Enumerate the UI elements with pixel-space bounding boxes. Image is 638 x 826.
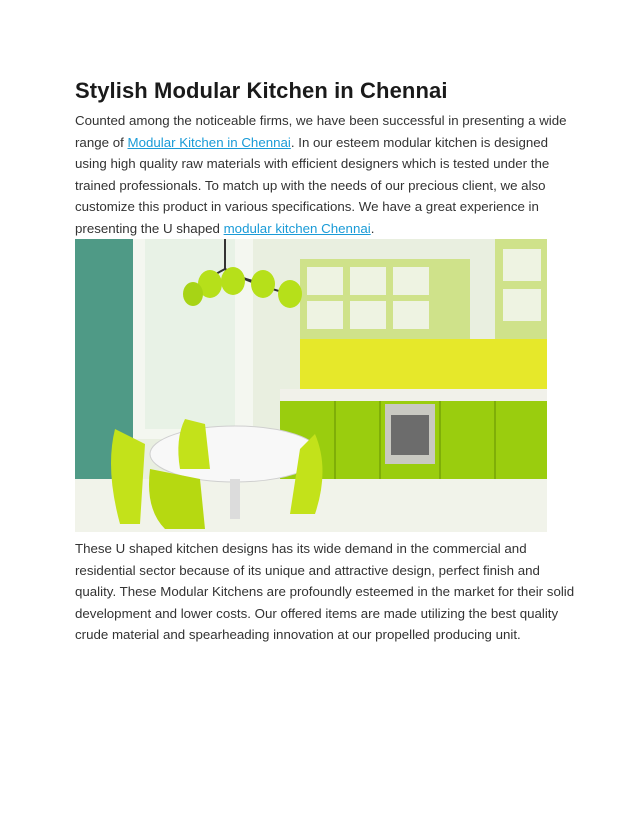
intro-text-2: . In our esteem modular kitchen is designed using high quality raw materials with efficient designers which is tested under the trained professionals. To match up with the needs of our precious client, we also customize this product in various specifications. We have a great experience in presenting the U shaped (75, 134, 550, 236)
modular-kitchen-chennai-link[interactable]: modular kitchen Chennai (223, 220, 371, 236)
details-paragraph: These U shaped kitchen designs has its wide demand in the commercial and residential sector because of its unique and attractive design, perfect finish and quality. These Modular Kitchens are profoundly esteemed in the market for their solid development and lower costs. Our offered items are made utilizing the best quality crude material and spearheading innovation at our propelled producing unit. (75, 541, 575, 642)
modular-kitchen-link[interactable]: Modular Kitchen in Chennai (127, 134, 291, 150)
kitchen-illustration (75, 239, 547, 532)
kitchen-photo (75, 239, 547, 532)
intro-paragraph (75, 110, 575, 239)
document-page (75, 76, 575, 646)
page-title: Stylish Modular Kitchen in Chennai (75, 78, 448, 103)
intro-text-3: . (370, 220, 375, 236)
intro-text-1: Counted among the noticeable firms, we have been successful in presenting a wide range of (75, 113, 567, 150)
